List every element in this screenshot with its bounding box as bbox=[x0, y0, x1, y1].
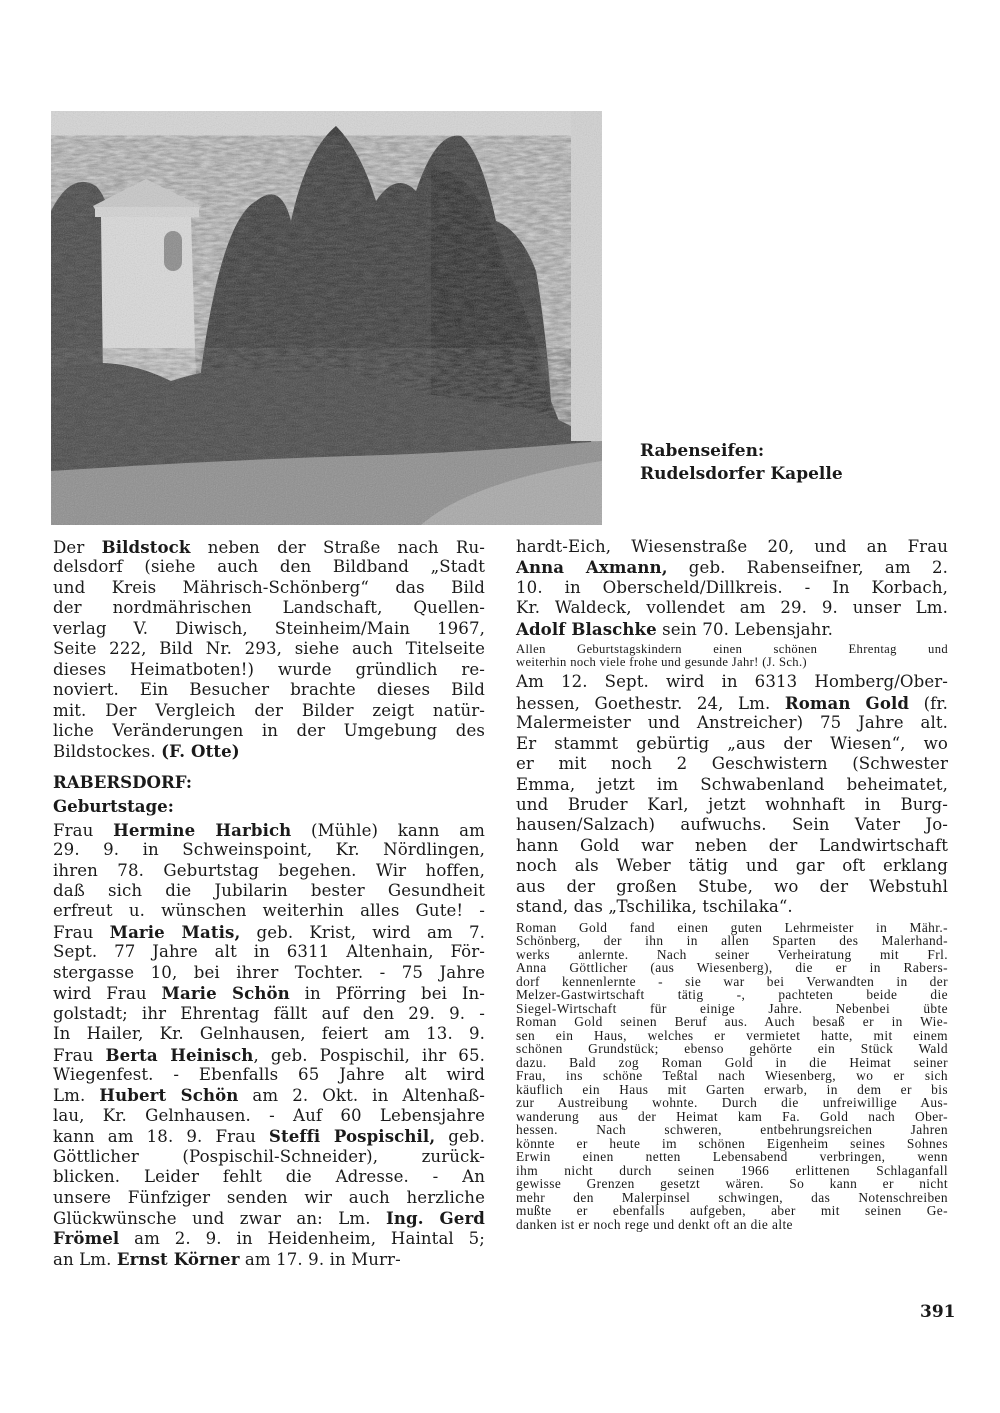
text-line: werks anlernte. Nach seiner Verheiratung mit Frl. bbox=[516, 946, 948, 962]
text-line: Frömel am 2. 9. in Heidenheim, Haintal 5; bbox=[53, 1228, 485, 1249]
bold-name: Anna Axmann, bbox=[516, 557, 668, 578]
text-line: unsere Fünfziger senden wir auch herzliche bbox=[53, 1187, 485, 1207]
text-line: dieses Heimatboten!) wurde gründlich re- bbox=[53, 659, 485, 679]
text-line: Frau Marie Matis, geb. Krist, wird am 7. bbox=[53, 921, 485, 942]
text-line: käuflich ein Haus mit Garten erwarb, in dem er bis bbox=[516, 1081, 948, 1097]
text-line: mehr den Malerpinsel schwingen, das Notenschreiben bbox=[516, 1189, 948, 1205]
bold-name: Marie Schön bbox=[161, 983, 290, 1004]
text-line: Adolf Blaschke sein 70. Lebensjahr. bbox=[516, 618, 834, 639]
bold-name: Ernst Körner bbox=[116, 1248, 240, 1269]
text-line: hessen. Nach schweren, entbehrungsreichen Jahren bbox=[516, 1122, 948, 1138]
text-line: Siegel-Wirtschaft für einige Jahre. Nebenbei übte bbox=[516, 1000, 948, 1016]
text-line: Der Bildstock neben der Straße nach Ru- bbox=[53, 537, 485, 557]
text-line: Allen Geburtstagskindern einen schönen Ehrentag und bbox=[516, 642, 948, 657]
text-line: Erwin einen netten Lebensabend verbringen, wenn bbox=[516, 1149, 948, 1165]
caption-place: Rabenseifen: bbox=[640, 441, 765, 461]
text-line: daß sich die Jubilarin bester Gesundheit bbox=[53, 881, 485, 901]
bold-name: Ing. Gerd bbox=[386, 1208, 485, 1229]
text-line: hausen/Salzach) aufwuchs. Sein Vater Jo- bbox=[516, 815, 948, 835]
text-line: an Lm. Ernst Körner am 17. 9. in Murr- bbox=[53, 1248, 401, 1269]
text-line: delsdorf (siehe auch den Bildband „Stadt bbox=[53, 557, 485, 577]
text-line: dorf kennenlernte - sie war bei Verwandten in der bbox=[516, 973, 948, 989]
birthdays-paragraph bbox=[53, 820, 485, 1270]
page-number: 391 bbox=[920, 1302, 956, 1322]
roman-gold-paragraph bbox=[516, 672, 948, 917]
text-line: Melzer-Gastwirtschaft tätig -, pachteten beide die bbox=[516, 987, 948, 1003]
bold-name: Marie Matis, bbox=[109, 921, 241, 942]
text-line: weiterhin noch viele frohe und gesunde Jahr! (J. Sch.) bbox=[516, 654, 807, 669]
text-line: stergasse 10, bei ihrer Tochter. - 75 Jahre bbox=[53, 962, 485, 982]
sub-heading-geburtstage: Geburtstage: bbox=[53, 796, 174, 817]
text-line: könnte er heute im schönen Eigenheim seines Sohnes bbox=[516, 1135, 948, 1151]
text-line: und Bruder Karl, jetzt wohnhaft in Burg- bbox=[516, 795, 948, 814]
text-line: Emma, jetzt im Schwabenland beheimatet, bbox=[516, 774, 948, 794]
text-line: stand, das „Tschilika, tschilaka“. bbox=[516, 897, 793, 917]
text-line: Anna Axmann, geb. Rabenseifner, am 2. bbox=[516, 557, 948, 578]
bold-name: Hermine Harbich bbox=[113, 819, 292, 840]
bold-name: Steffi Pospischil, bbox=[268, 1126, 436, 1147]
text-line: hessen, Goethestr. 24, Lm. Roman Gold (fr. bbox=[516, 692, 948, 713]
text-line: noch als Weber tätig und gar oft erklang bbox=[516, 856, 948, 876]
shrine-photo-image bbox=[51, 111, 602, 525]
text-line: Sept. 77 Jahre alt in 6311 Altenhain, För- bbox=[53, 942, 485, 962]
text-line: Frau, ins schöne Teßtal nach Wiesenberg, wo er sich bbox=[516, 1068, 948, 1084]
text-line: Frau Berta Heinisch, geb. Pospischil, ihr 65. bbox=[53, 1044, 485, 1065]
text-line: kann am 18. 9. Frau Steffi Pospischil, geb. bbox=[53, 1126, 485, 1147]
text-line: Er stammt gebürtig „aus der Wiesen“, wo bbox=[516, 733, 948, 753]
bold-name: Frömel bbox=[53, 1228, 120, 1249]
text-line: lau, Kr. Gelnhausen. - Auf 60 Lebensjahre bbox=[53, 1105, 485, 1125]
bold-name: Adolf Blaschke bbox=[516, 618, 657, 639]
birthday-greeting-note bbox=[516, 643, 948, 668]
text-line: Roman Gold fand einen guten Lehrmeister in Mähr.- bbox=[516, 919, 948, 935]
text-line: verlag V. Diwisch, Steinheim/Main 1967, bbox=[53, 618, 485, 638]
bold-name: Hubert Schön bbox=[99, 1085, 239, 1106]
right-column bbox=[516, 537, 948, 1231]
text-line: Frau Hermine Harbich (Mühle) kann am bbox=[53, 819, 485, 840]
text-line: Bildstockes. (F. Otte) bbox=[53, 741, 240, 762]
text-line: schönen Grundstück; ebenso gehörte ein Stück Wald bbox=[516, 1041, 948, 1057]
text-line: Seite 222, Bild Nr. 293, siehe auch Titelseite bbox=[53, 639, 485, 659]
text-line: blicken. Leider fehlt die Adresse. - An bbox=[53, 1167, 485, 1187]
text-line: Göttlicher (Pospischil-Schneider), zurück- bbox=[53, 1146, 485, 1166]
bold-name: (F. Otte) bbox=[161, 741, 240, 762]
text-line: noviert. Ein Besucher brachte dieses Bild bbox=[53, 680, 485, 700]
text-line: Anna Göttlicher (aus Wiesenberg), die er in Rabers- bbox=[516, 960, 948, 976]
text-line: hann Gold war neben der Landwirtschaft bbox=[516, 835, 948, 855]
bildstock-photograph bbox=[51, 111, 602, 525]
birthdays-continuation-paragraph bbox=[516, 537, 948, 639]
text-line: golstadt; ihr Ehrentag fällt auf den 29. 9. - bbox=[53, 1003, 485, 1023]
text-line: Malermeister und Anstreicher) 75 Jahre alt. bbox=[516, 713, 948, 733]
text-line: dazu. Bald zog Roman Gold in die Heimat seiner bbox=[516, 1054, 948, 1070]
text-line: danken ist er noch rege und denkt oft an die alte bbox=[516, 1216, 793, 1232]
roman-gold-biography-small bbox=[516, 921, 948, 1232]
bold-name: Roman Gold bbox=[784, 692, 910, 713]
text-line: 10. in Oberscheld/Dillkreis. - In Korbach, bbox=[516, 577, 948, 597]
bold-name: Bildstock bbox=[101, 537, 191, 557]
left-column bbox=[53, 537, 485, 1269]
text-line: ihm nicht durch seinen 1966 erlittenen Schlaganfall bbox=[516, 1162, 948, 1178]
text-line: und Kreis Mährisch-Schönberg“ das Bild bbox=[53, 577, 485, 597]
text-line: wird Frau Marie Schön in Pförring bei In- bbox=[53, 983, 485, 1004]
text-line: Am 12. Sept. wird in 6313 Homberg/Ober- bbox=[516, 672, 948, 692]
photo-caption bbox=[640, 440, 960, 486]
bildstock-paragraph bbox=[53, 537, 485, 762]
text-line: mit. Der Vergleich der Bilder zeigt natür- bbox=[53, 700, 485, 720]
text-line: liche Veränderungen in der Umgebung des bbox=[53, 720, 485, 740]
text-line: Schönberg, der ihn in allen Sparten des Malerhand- bbox=[516, 933, 948, 949]
text-line: der nordmährischen Landschaft, Quellen- bbox=[53, 598, 485, 618]
text-line: er mit noch 2 Geschwistern (Schwester bbox=[516, 754, 948, 774]
text-line: Wiegenfest. - Ebenfalls 65 Jahre alt wird bbox=[53, 1064, 485, 1084]
bold-name: Berta Heinisch bbox=[105, 1044, 254, 1065]
text-line: 29. 9. in Schweinspoint, Kr. Nördlingen, bbox=[53, 840, 485, 860]
text-line: In Hailer, Kr. Gelnhausen, feiert am 13. 9. bbox=[53, 1024, 485, 1044]
text-line: mußte er ebenfalls aufgeben, aber mit seinen Ge- bbox=[516, 1203, 948, 1219]
text-line: aus der großen Stube, wo der Webstuhl bbox=[516, 876, 948, 896]
text-line: wanderung aus der Heimat kam Fa. Gold nach Ober- bbox=[516, 1108, 948, 1124]
text-line: Kr. Waldeck, vollendet am 29. 9. unser Lm. bbox=[516, 598, 948, 618]
text-line: hardt-Eich, Wiesenstraße 20, und an Frau bbox=[516, 537, 948, 556]
text-line: Glückwünsche und zwar an: Lm. Ing. Gerd bbox=[53, 1208, 485, 1229]
text-line: zur Austreibung wohnte. Durch die unfreiwillige Aus- bbox=[516, 1095, 948, 1111]
text-line: erfreut u. wünschen weiterhin alles Gute! - bbox=[53, 901, 485, 921]
text-line: gewisse Grenzen gesetzt wären. So kann er nicht bbox=[516, 1176, 948, 1192]
text-line: Lm. Hubert Schön am 2. Okt. in Altenhaß- bbox=[53, 1085, 485, 1106]
section-heading-rabersdorf: RABERSDORF: bbox=[53, 771, 193, 792]
text-line: ihren 78. Geburtstag begehen. Wir hoffen, bbox=[53, 860, 485, 880]
text-line: Roman Gold seinen Beruf aus. Auch besaß er in Wie- bbox=[516, 1014, 948, 1030]
text-line: sen ein Haus, welches er vermietet hatte, mit einem bbox=[516, 1027, 948, 1043]
caption-title: Rudelsdorfer Kapelle bbox=[640, 464, 843, 484]
